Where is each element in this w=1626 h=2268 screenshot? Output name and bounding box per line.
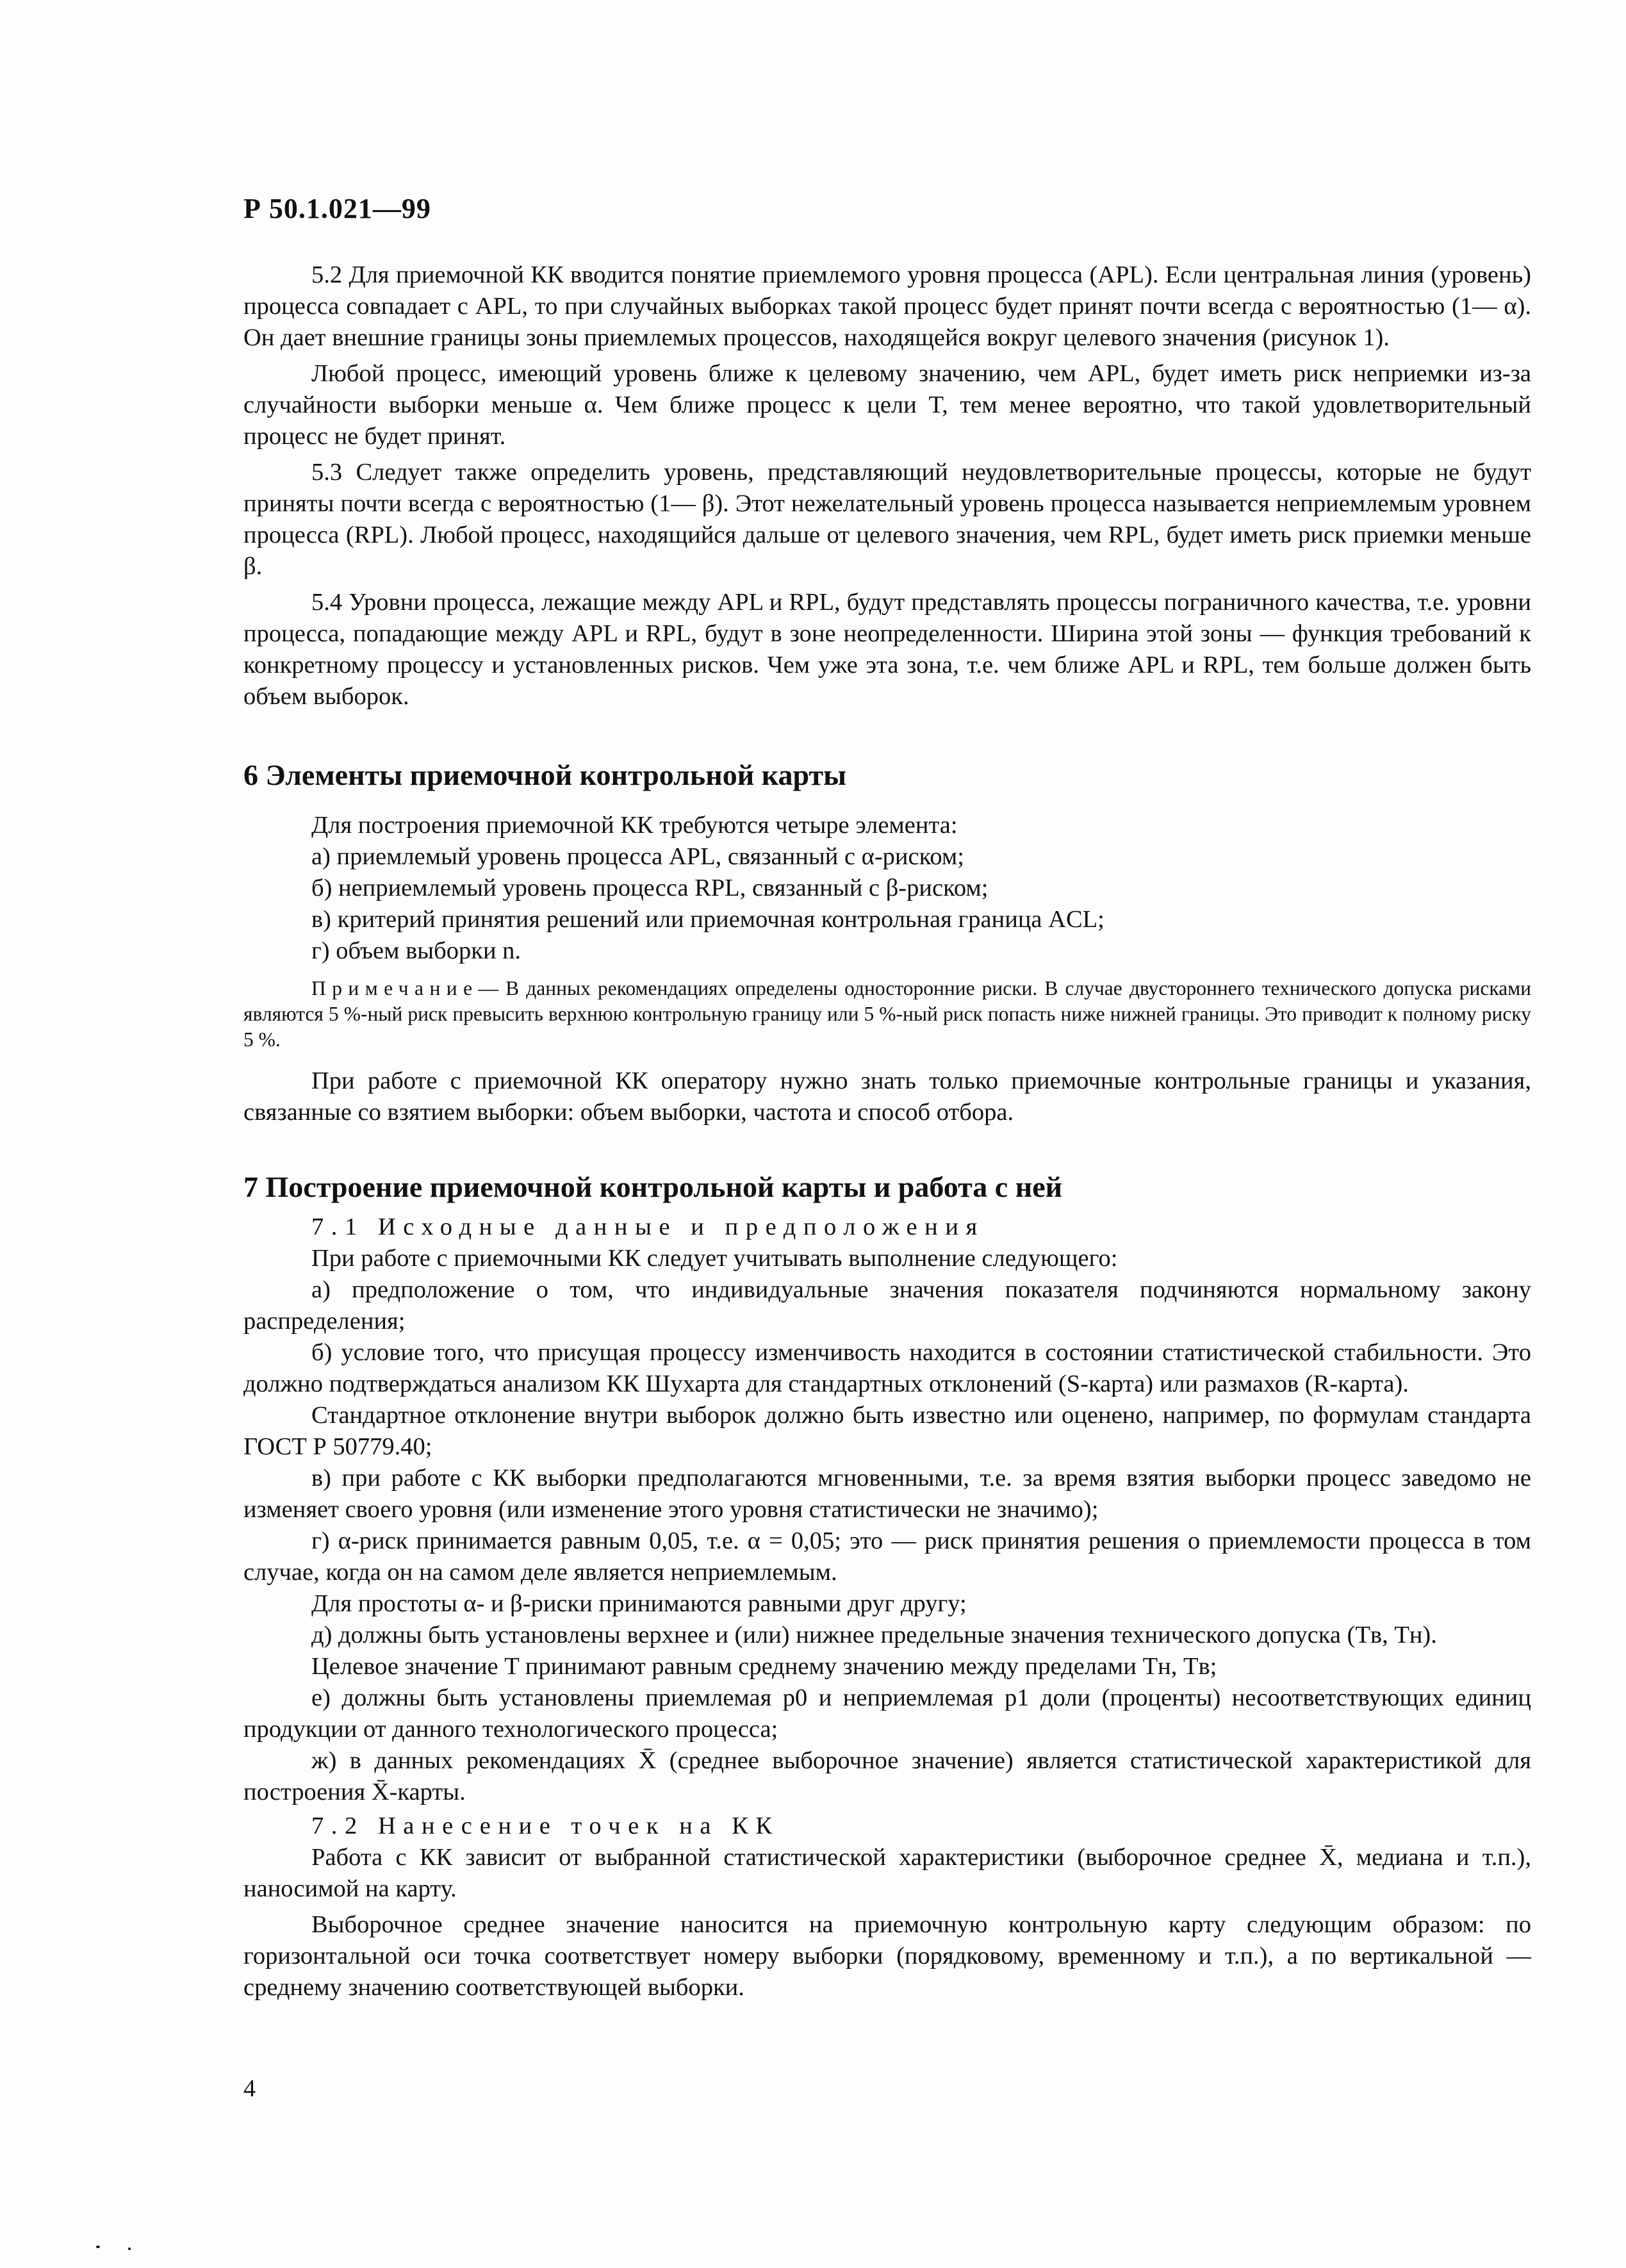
section-6-intro: Для построения приемочной КК требуются четыре элемента:	[311, 812, 958, 839]
section-6-heading: 6 Элементы приемочной контрольной карты	[243, 759, 847, 791]
paragraph-5-2-cont: Любой процесс, имеющий уровень ближе к целевому значению, чем APL, будет иметь риск неприемки из-за случайности выборки меньше α. Чем ближе процесс к цели T, тем менее вероятно, что такой удовлетворительный процесс не будет принят.	[243, 360, 1531, 450]
scan-speck	[96, 2246, 100, 2248]
section-6-closing: При работе с приемочной КК оператору нужно знать только приемочные контрольные границы и указания, связанные со взятием выборки: объем выборки, частота и способ отбора.	[243, 1067, 1531, 1126]
document-number: Р 50.1.021—99	[243, 193, 431, 224]
list-item: б) неприемлемый уровень процесса RPL, связанный с β-риском;	[311, 875, 989, 901]
scan-speck	[128, 2247, 131, 2250]
paragraph: При работе с приемочными КК следует учитывать выполнение следующего:	[311, 1245, 1118, 1272]
list-item: а) приемлемый уровень процесса APL, связанный с α-риском;	[311, 843, 964, 870]
paragraph: Работа с КК зависит от выбранной статистической характеристики (выборочное среднее X̄, медиана и т.п.), наносимой на карту.	[243, 1844, 1531, 1902]
paragraph: а) предположение о том, что индивидуальные значения показателя подчиняются нормальному закону распределения;	[243, 1276, 1531, 1335]
page-body	[243, 259, 1531, 2003]
paragraph: ж) в данных рекомендациях X̄ (среднее выборочное значение) является статистической характеристикой для построения X̄-карты.	[243, 1747, 1531, 1805]
paragraph: Стандартное отклонение внутри выборок должно быть известно или оценено, например, по формулам стандарта ГОСТ Р 50779.40;	[243, 1402, 1531, 1460]
paragraph-5-4: 5.4 Уровни процесса, лежащие между APL и RPL, будут представлять процессы пограничного качества, т.е. уровни процесса, попадающие между APL и RPL, будут в зоне неопределенности. Ширина этой зоны — функция требований к конкретному процессу и установленных рисков. Чем уже эта зона, т.е. чем ближе APL и RPL, тем больше должен быть объем выборок.	[243, 589, 1531, 710]
subsection-7-1-title: 7.1 Исходные данные и предположения	[311, 1213, 985, 1240]
list-item: в) критерий принятия решений или приемочная контрольная граница ACL;	[311, 906, 1105, 933]
paragraph: в) при работе с КК выборки предполагаются мгновенными, т.е. за время взятия выборки процесс заведомо не изменяет своего уровня (или изменение этого уровня статистически не значимо);	[243, 1465, 1531, 1523]
note	[243, 976, 1531, 1053]
paragraph: Выборочное среднее значение наносится на приемочную контрольную карту следующим образом: по горизонтальной оси точка соответствует номеру выборки (порядковому, временному и т.п.), а по вертикальной — среднему значению соответствующей выборки.	[243, 1911, 1531, 2001]
page-number: 4	[243, 2075, 256, 2102]
paragraph-5-3: 5.3 Следует также определить уровень, представляющий неудовлетворительные процессы, которые не будут приняты почти всегда с вероятностью (1— β). Этот нежелательный уровень процесса называется неприемлемым уровнем процесса (RPL). Любой процесс, находящийся дальше от целевого значения, чем RPL, будет иметь риск приемки меньше β.	[243, 459, 1531, 580]
paragraph: г) α-риск принимается равным 0,05, т.е. α = 0,05; это — риск принятия решения о приемлемости процесса в том случае, когда он на самом деле является неприемлемым.	[243, 1527, 1531, 1586]
paragraph: д) должны быть установлены верхнее и (или) нижнее предельные значения технического допуска (Tв, Tн).	[311, 1622, 1437, 1648]
subsection-7-2-title: 7.2 Нанесение точек на КК	[311, 1812, 780, 1839]
paragraph: Для простоты α- и β-риски принимаются равными друг другу;	[311, 1590, 967, 1617]
paragraph: Целевое значение T принимают равным среднему значению между пределами Tн, Tв;	[311, 1653, 1217, 1680]
paragraph: б) условие того, что присущая процессу изменчивость находится в состоянии статистической стабильности. Это должно подтверждаться анализом КК Шухарта для стандартных отклонений (S-карта) или размахов (R-карта).	[243, 1339, 1531, 1397]
note-label: Примечание	[311, 977, 479, 999]
list-item: г) объем выборки n.	[311, 937, 521, 964]
note-text: — В данных рекомендациях определены односторонние риски. В случае двустороннего технического допуска рисками являются 5 %-ный риск превысить верхнюю контрольную границу или 5 %-ный риск попасть ниже нижней границы. Это приводит к полному риску 5 %.	[243, 977, 1531, 1051]
paragraph-5-2: 5.2 Для приемочной КК вводится понятие приемлемого уровня процесса (APL). Если центральная линия (уровень) процесса совпадает с APL, то при случайных выборках такой процесс будет принят почти всегда с вероятностью (1— α). Он дает внешние границы зоны приемлемых процессов, находящейся вокруг целевого значения (рисунок 1).	[243, 261, 1531, 351]
paragraph: е) должны быть установлены приемлемая p0 и неприемлемая p1 доли (проценты) несоответствующих единиц продукции от данного технологического процесса;	[243, 1684, 1531, 1743]
section-7-heading: 7 Построение приемочной контрольной карты и работа с ней	[243, 1171, 1063, 1203]
